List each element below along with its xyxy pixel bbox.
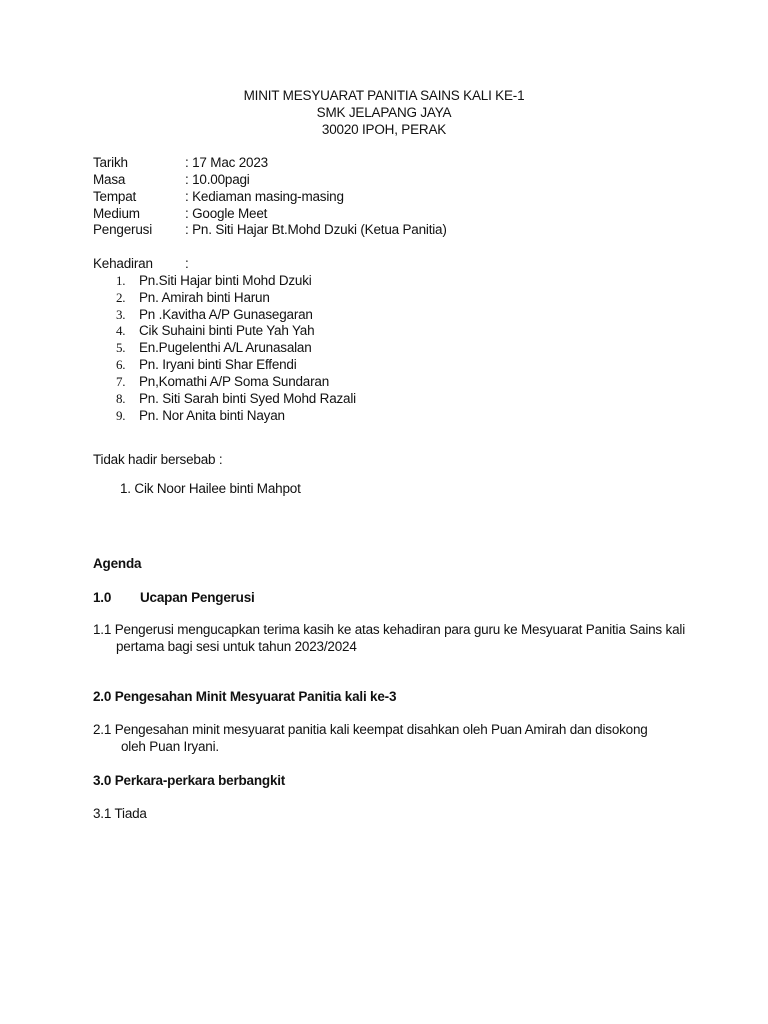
info-label: Tarikh <box>93 155 128 170</box>
title-line-1: MINIT MESYUARAT PANITIA SAINS KALI KE-1 <box>243 88 525 103</box>
attendee-name: Pn.Siti Hajar binti Mohd Dzuki <box>139 273 312 288</box>
attendee-name: Cik Suhaini binti Pute Yah Yah <box>139 323 315 338</box>
info-label: Pengerusi <box>93 222 152 237</box>
section-1-number: 1.0 <box>93 590 112 605</box>
attendee-name: Pn. Amirah binti Harun <box>139 290 270 305</box>
attendee-name: Pn. Iryani binti Shar Effendi <box>139 357 297 372</box>
info-label: Masa <box>93 172 126 187</box>
section-3-title: 3.0 Perkara-perkara berbangkit <box>93 773 286 788</box>
info-value: : 17 Mac 2023 <box>185 155 268 170</box>
absent-label: Tidak hadir bersebab : <box>93 452 223 467</box>
attendee-number: 2. <box>116 290 126 305</box>
absent-item: 1. Cik Noor Hailee binti Mahpot <box>120 481 301 496</box>
attendee-number: 3. <box>116 307 126 322</box>
attendance-colon: : <box>185 256 189 271</box>
info-label: Medium <box>93 206 140 221</box>
attendee-number: 1. <box>116 273 126 288</box>
attendee-number: 5. <box>116 340 126 355</box>
attendee-number: 6. <box>116 357 126 372</box>
attendee-name: Pn,Komathi A/P Soma Sundaran <box>139 374 330 389</box>
info-value: : Pn. Siti Hajar Bt.Mohd Dzuki (Ketua Panitia) <box>185 222 447 237</box>
info-value: : Google Meet <box>185 206 268 221</box>
attendee-name: En.Pugelenthi A/L Arunasalan <box>139 340 312 355</box>
attendance-label: Kehadiran <box>93 256 153 271</box>
attendee-name: Pn. Nor Anita binti Nayan <box>139 408 285 423</box>
item-1-1-line-1: 1.1 Pengerusi mengucapkan terima kasih ke atas kehadiran para guru ke Mesyuarat Panitia Sains kali <box>93 622 685 637</box>
item-2-1-line-1: 2.1 Pengesahan minit mesyuarat panitia kali keempat disahkan oleh Puan Amirah dan disokong <box>93 722 648 737</box>
title-line-3: 30020 IPOH, PERAK <box>321 122 447 137</box>
info-value: : 10.00pagi <box>185 172 250 187</box>
attendee-name: Pn .Kavitha A/P Gunasegaran <box>139 307 313 322</box>
item-3-1: 3.1 Tiada <box>93 806 147 821</box>
agenda-title: Agenda <box>93 556 142 571</box>
attendee-number: 4. <box>116 323 126 338</box>
section-2-title: 2.0 Pengesahan Minit Mesyuarat Panitia kali ke-3 <box>93 689 397 704</box>
info-value: : Kediaman masing-masing <box>185 189 344 204</box>
attendee-number: 9. <box>116 408 126 423</box>
title-line-2: SMK JELAPANG JAYA <box>316 105 452 120</box>
item-1-1-line-2: pertama bagi sesi untuk tahun 2023/2024 <box>116 639 357 654</box>
attendee-number: 8. <box>116 391 126 406</box>
attendee-name: Pn. Siti Sarah binti Syed Mohd Razali <box>139 391 356 406</box>
item-2-1-line-2: oleh Puan Iryani. <box>121 739 219 754</box>
section-1-title: Ucapan Pengerusi <box>140 590 255 605</box>
attendee-number: 7. <box>116 374 126 389</box>
info-label: Tempat <box>93 189 137 204</box>
